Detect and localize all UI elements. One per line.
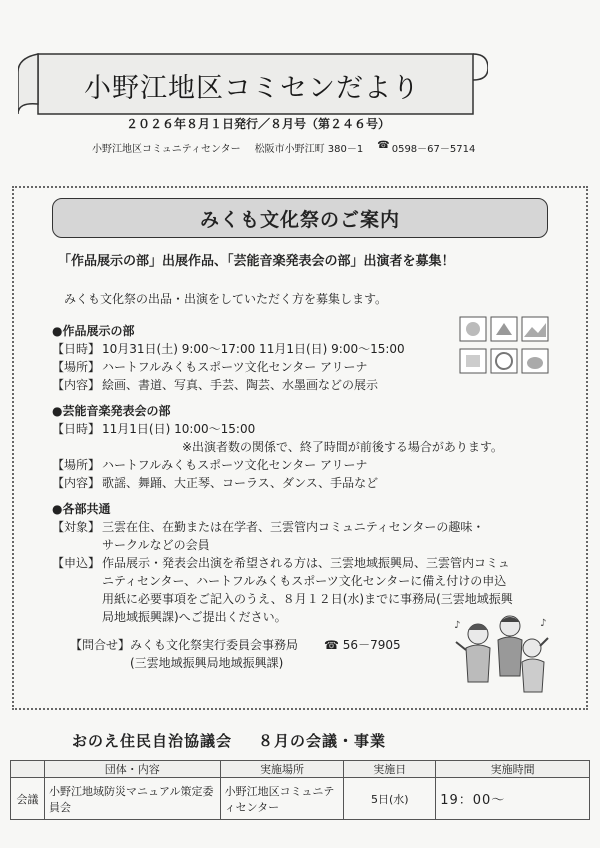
row-time: 19：00～ xyxy=(436,778,590,820)
apply-line-3: 用紙に必要事項をご記入のうえ、８月１２日(水)までに事務局(三雲地域振興 xyxy=(102,592,513,606)
exhibit-content: 絵画、書道、写真、手芸、陶芸、水墨画などの展示 xyxy=(102,378,379,392)
row-place: 小野江地区コミュニティセンター xyxy=(220,778,344,820)
exhibit-section xyxy=(52,322,405,394)
phone-icon: ☎ xyxy=(377,140,390,151)
schedule-header-row xyxy=(11,761,590,778)
notice-heading: みくも文化祭のご案内 xyxy=(199,208,400,231)
common-section xyxy=(52,500,513,626)
performance-place-row xyxy=(52,456,503,474)
contact-dept: (三雲地域振興局地域振興課) xyxy=(130,656,284,670)
performance-heading: ●芸能音楽発表会の部 xyxy=(52,404,171,418)
performance-place: ハートフルみくもスポーツ文化センター アリーナ xyxy=(102,458,368,472)
apply-line-1: 作品展示・発表会出演を希望される方は、三雲地域振興局、三雲管内コミュ xyxy=(102,556,510,570)
svg-text:♪: ♪ xyxy=(454,620,461,631)
council-subtitle: ８月の会議・事業 xyxy=(258,732,387,750)
contact-block xyxy=(70,636,401,672)
contact-tel: ☎ 56－7905 xyxy=(324,638,401,652)
exhibit-date: 10月31日(土) 9:00～17:00 11月1日(日) 9:00～15:00 xyxy=(102,342,405,356)
column-header-time: 実施時間 xyxy=(436,761,590,778)
publisher-phone xyxy=(377,140,475,155)
performance-place-label: 【場所】 xyxy=(52,458,101,472)
performance-content-label: 【内容】 xyxy=(52,476,101,490)
exhibit-content-label: 【内容】 xyxy=(52,378,101,392)
exhibit-place-row xyxy=(52,358,405,376)
apply-line-2: ニティセンター、ハートフルみくもスポーツ文化センターに備え付けの申込 xyxy=(102,574,507,588)
column-header-place: 実施場所 xyxy=(220,761,344,778)
performance-section xyxy=(52,402,503,492)
apply-label: 【申込】 xyxy=(52,556,101,570)
people-illustration xyxy=(452,612,552,694)
notice-lead: 「作品展示の部」出展作品、「芸能音楽発表会の部」出演者を募集！ xyxy=(58,254,455,269)
newsletter-title: 小野江地区コミセンだより xyxy=(84,73,420,104)
row-type: 会議 xyxy=(11,778,45,820)
exhibit-date-row xyxy=(52,340,405,358)
performance-content-row xyxy=(52,474,503,492)
target-line-1: 三雲在住、在勤または在学者、三雲管内コミュニティセンターの趣味・ xyxy=(102,520,485,534)
council-title: おのえ住民自治協議会 xyxy=(72,732,233,750)
notice-intro: みくも文化祭の出品・出演をしていただく方を募集します。 xyxy=(64,292,388,306)
target-row xyxy=(52,518,513,536)
contact-line xyxy=(70,636,401,654)
contact-label-name xyxy=(70,636,298,654)
exhibit-date-label: 【日時】 xyxy=(52,342,101,356)
notice-heading-box xyxy=(52,198,548,238)
svg-text:♪: ♪ xyxy=(540,618,547,629)
row-date: 5日(水) xyxy=(344,778,436,820)
apply-line-4: 局地域振興課)へご提出ください。 xyxy=(102,610,287,624)
target-line-2: サークルなどの会員 xyxy=(102,538,210,552)
column-header-date: 実施日 xyxy=(344,761,436,778)
publisher-name: 小野江地区コミュニティセンター xyxy=(92,144,241,155)
exhibit-heading: ●作品展示の部 xyxy=(52,324,135,338)
art-exhibit-clipart xyxy=(458,315,550,377)
exhibit-place-label: 【場所】 xyxy=(52,360,101,374)
issue-info: ２０２６年８月１日発行／８月号（第２４６号） xyxy=(126,117,391,131)
column-header-type xyxy=(11,761,45,778)
common-heading: ●各部共通 xyxy=(52,502,111,516)
column-header-content: 団体・内容 xyxy=(44,761,220,778)
row-content: 小野江地域防災マニュアル策定委員会 xyxy=(44,778,220,820)
contact-name: みくも文化祭実行委員会事務局 xyxy=(130,638,299,652)
performance-note: ※出演者数の関係で、終了時間が前後する場合があります。 xyxy=(182,440,503,454)
schedule-table xyxy=(10,760,590,820)
performance-date: 11月1日(日) 10:00～15:00 xyxy=(102,422,256,436)
contact-label: 【問合せ】 xyxy=(70,638,131,652)
apply-row xyxy=(52,554,513,572)
exhibit-place: ハートフルみくもスポーツ文化センター アリーナ xyxy=(102,360,368,374)
publisher-address: 松阪市小野江町 380－1 xyxy=(254,144,364,155)
publisher-tel: 0598－67－5714 xyxy=(391,144,476,155)
performance-date-row xyxy=(52,420,503,438)
publisher-line xyxy=(92,140,475,155)
table-row xyxy=(11,778,590,820)
exhibit-content-row xyxy=(52,376,405,394)
performance-content: 歌謡、舞踊、大正琴、コーラス、ダンス、手品など xyxy=(102,476,379,490)
council-heading xyxy=(72,730,386,751)
performance-date-label: 【日時】 xyxy=(52,422,101,436)
target-label: 【対象】 xyxy=(52,520,101,534)
